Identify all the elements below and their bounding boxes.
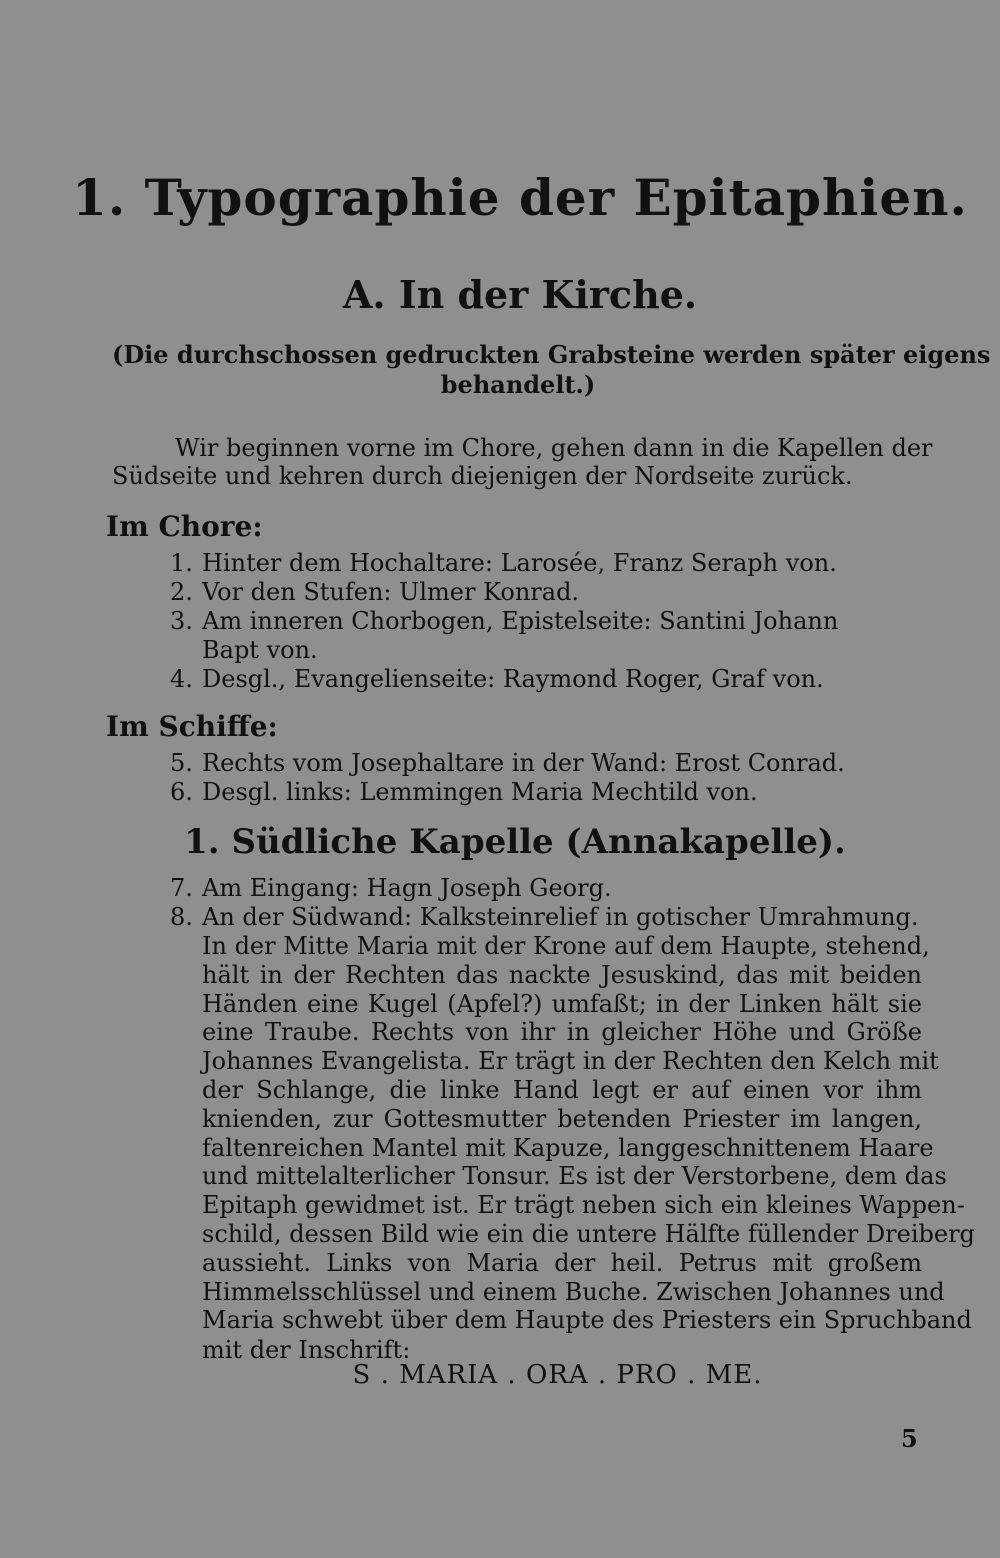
description-line: eine Traube. Rechts von ihr in gleicher Höhe und Größe — [202, 1018, 922, 1047]
item-text: Desgl., Evangelienseite: Raymond Roger, Graf von. — [202, 665, 824, 693]
item-number: 4. — [170, 665, 193, 693]
page-title: 1. Typographie der Epitaphien. — [72, 168, 968, 227]
item-text: Rechts vom Josephaltare in der Wand: Erost Conrad. — [202, 749, 845, 777]
description-last-line: mit der Inschrift: — [202, 1336, 411, 1364]
item-number: 6. — [170, 778, 193, 806]
description-line: Johannes Evangelista. Er trägt in der Rechten den Kelch mit — [202, 1047, 939, 1076]
heading-schiff: Im Schiffe: — [106, 710, 278, 743]
heading-chor: Im Chore: — [106, 510, 263, 543]
description-line: und mittelalterlicher Tonsur. Es ist der Verstorbene, dem das — [202, 1162, 947, 1191]
description-line: hält in der Rechten das nackte Jesuskind, das mit beiden — [202, 960, 922, 989]
item-number: 5. — [170, 749, 193, 777]
item-text: Desgl. links: Lemmingen Maria Mechtild von. — [202, 778, 758, 806]
item-text: Am Eingang: Hagn Joseph Georg. — [202, 874, 612, 902]
description-line: schild, dessen Bild wie ein die untere Hälfte füllender Dreiberg — [202, 1220, 975, 1248]
list-item — [170, 749, 845, 777]
section-heading-church: A. In der Kirche. — [342, 272, 698, 317]
description-line: In der Mitte Maria mit der Krone auf dem Haupte, stehend, — [202, 932, 930, 960]
description-line: Maria schwebt über dem Haupte des Priesters ein Spruchband — [202, 1306, 972, 1335]
item-text: Vor den Stufen: Ulmer Konrad. — [202, 578, 580, 606]
list-item — [170, 874, 612, 902]
list-item — [170, 578, 579, 606]
list-item — [170, 607, 838, 635]
section-heading-chapel: 1. Südliche Kapelle (Annakapelle). — [184, 822, 846, 862]
description-line: aussieht. Links von Maria der heil. Petrus mit großem — [202, 1248, 922, 1277]
item-number: 7. — [170, 874, 193, 902]
intro-line-1: Wir beginnen vorne im Chore, gehen dann in die Kapellen der — [175, 434, 933, 462]
description-line: faltenreichen Mantel mit Kapuze, langgeschnittenem Haare — [202, 1133, 934, 1162]
item-text: Am inneren Chorbogen, Epistelseite: Santini Johann — [202, 607, 839, 635]
description-line: Händen eine Kugel (Apfel?) umfaßt; in der Linken hält sie — [202, 989, 922, 1018]
list-item — [170, 549, 837, 577]
item-number: 8. — [170, 903, 193, 931]
description-line: der Schlange, die linke Hand legt er auf einen vor ihm — [202, 1076, 922, 1104]
note-line-2: behandelt.) — [440, 370, 596, 399]
item-number: 2. — [170, 578, 193, 606]
list-item — [170, 665, 824, 693]
intro-line-2: Südseite und kehren durch diejenigen der Nordseite zurück. — [112, 462, 853, 490]
item-continuation: Bapt von. — [202, 636, 318, 664]
item-text: An der Südwand: Kalksteinrelief in gotischer Umrahmung. — [202, 903, 919, 931]
item-number: 3. — [170, 607, 193, 635]
page-number: 5 — [901, 1424, 918, 1453]
inscription: S . MARIA . ORA . PRO . ME. — [352, 1360, 763, 1390]
list-item — [170, 903, 919, 931]
item-text: Hinter dem Hochaltare: Larosée, Franz Seraph von. — [202, 549, 837, 577]
description-line: Epitaph gewidmet ist. Er trägt neben sich ein kleines Wappen- — [202, 1191, 965, 1220]
list-item — [170, 778, 758, 806]
description-line: Himmelsschlüssel und einem Buche. Zwischen Johannes und — [202, 1277, 945, 1306]
note-line-1: (Die durchschossen gedruckten Grabsteine werden später eigens — [112, 340, 991, 369]
item-number: 1. — [170, 549, 193, 577]
description-line: knienden, zur Gottesmutter betenden Priester im langen, — [202, 1104, 922, 1133]
